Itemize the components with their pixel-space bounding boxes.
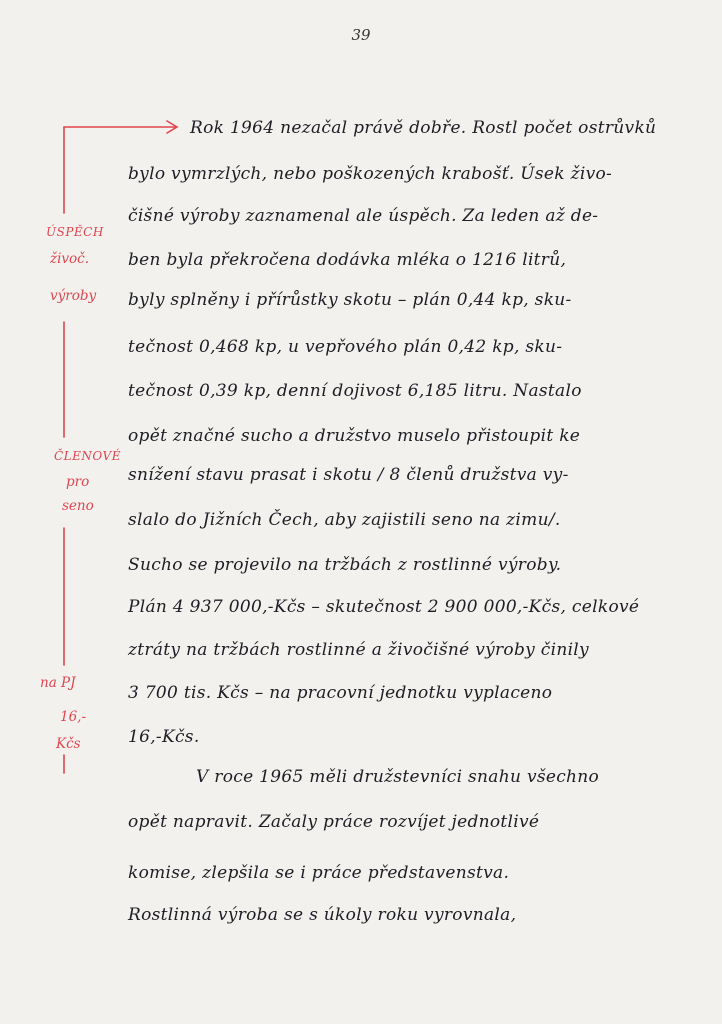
body-line: bylo vymrzlých, nebo poškozených krabošť. Úsek živo- (128, 164, 613, 184)
body-line: Rok 1964 nezačal právě dobře. Rostl počet ostrůvků (190, 118, 657, 138)
margin-note-line: živoč. (50, 251, 90, 267)
body-line: čišné výroby zaznamenal ale úspěch. Za leden až de- (128, 206, 599, 226)
margin-note-line: seno (62, 498, 94, 514)
body-line: opět napravit. Začaly práce rozvíjet jednotlivé (128, 812, 540, 832)
arrow-head-icon (167, 121, 177, 133)
body-line: tečnost 0,39 kp, denní dojivost 6,185 litru. Nastalo (128, 381, 582, 401)
margin-note-line: ÚSPĚCH (46, 225, 104, 239)
body-line: Sucho se projevilo na tržbách z rostlinné výroby. (128, 555, 562, 575)
margin-note-line: 16,- (60, 709, 87, 725)
body-line: 16,-Kčs. (128, 727, 200, 747)
margin-note-line: pro (66, 474, 90, 490)
body-line: opět značné sucho a družstvo muselo přistoupit ke (128, 426, 581, 446)
margin-note-line: na PJ (40, 675, 76, 691)
margin-note-line: výroby (50, 288, 97, 304)
body-line: slalo do Jižních Čech, aby zajistili seno na zimu/. (128, 510, 561, 530)
body-line: tečnost 0,468 kp, u vepřového plán 0,42 kp, sku- (128, 337, 563, 357)
body-line: Rostlinná výroba se s úkoly roku vyrovnala, (128, 905, 517, 925)
body-line: snížení stavu prasat i skotu / 8 členů družstva vy- (128, 465, 569, 485)
page-number: 39 (351, 26, 371, 44)
body-line: ben byla překročena dodávka mléka o 1216 litrů, (128, 250, 567, 270)
body-line: Plán 4 937 000,-Kčs – skutečnost 2 900 000,-Kčs, celkové (128, 597, 640, 617)
body-line: byly splněny i přírůstky skotu – plán 0,44 kp, sku- (128, 290, 572, 310)
margin-note-line: Kčs (56, 736, 81, 752)
body-line: ztráty na tržbách rostlinné a živočišné výroby činily (128, 640, 589, 660)
body-line: V roce 1965 měli družstevníci snahu všechno (196, 767, 600, 787)
body-line: komise, zlepšila se i práce představenstva. (128, 863, 510, 883)
body-line: 3 700 tis. Kčs – na pracovní jednotku vyplaceno (128, 683, 553, 703)
margin-note-line: ČLENOVÉ (54, 449, 121, 463)
